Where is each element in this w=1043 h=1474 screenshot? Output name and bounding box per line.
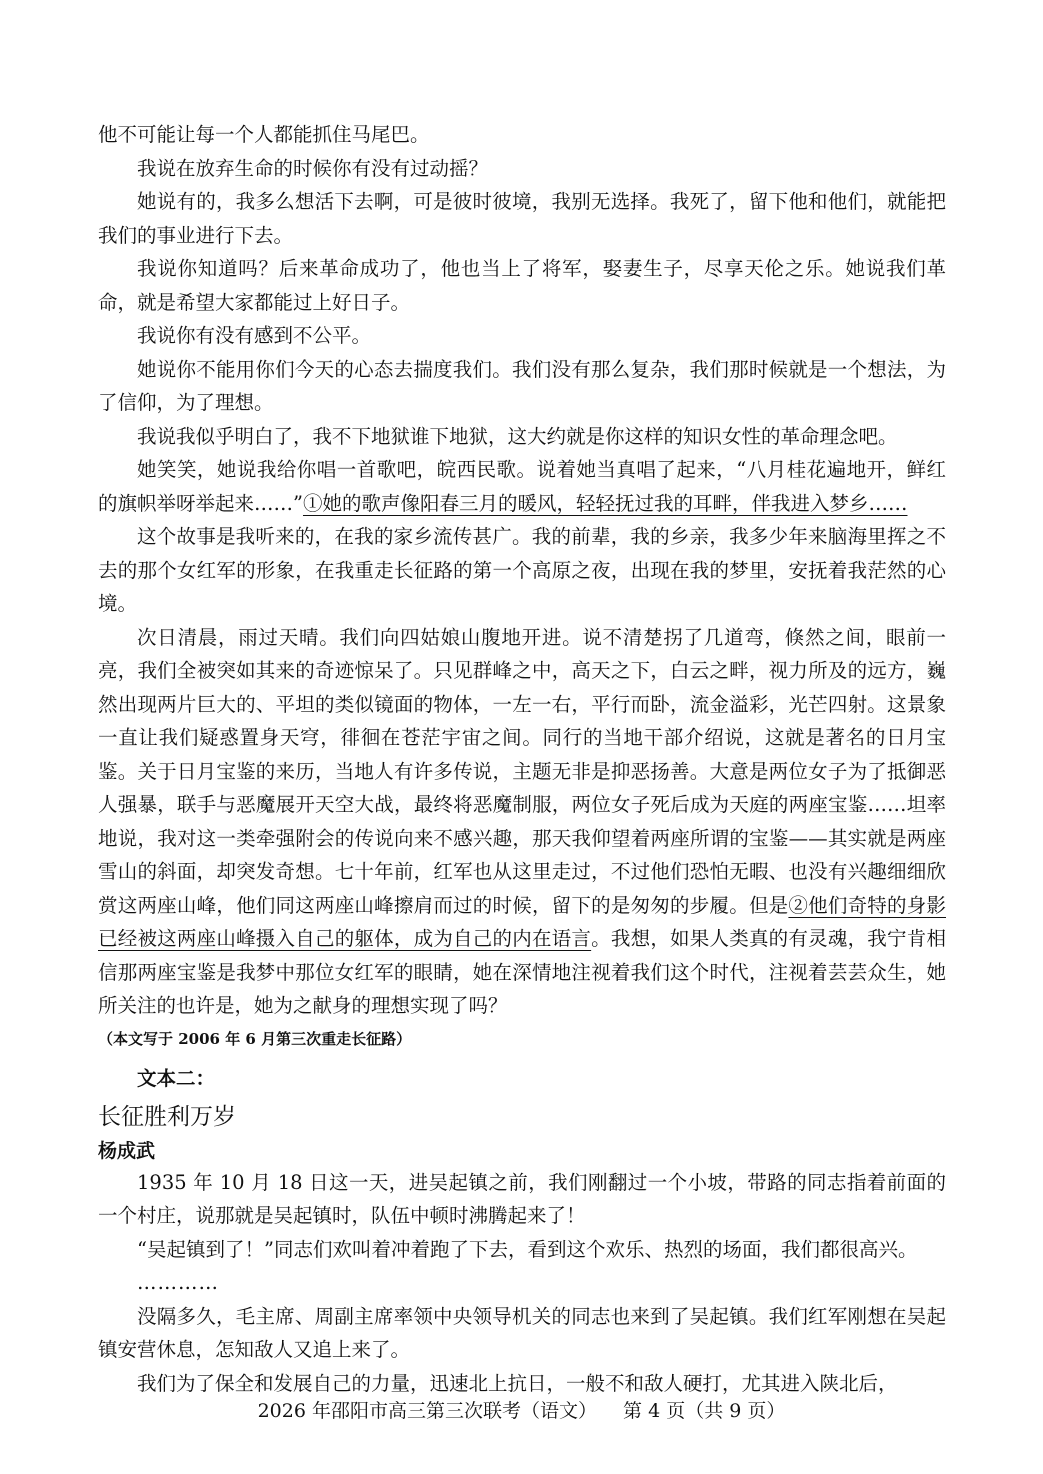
writing-note: （本文写于 2006 年 6 月第三次重走长征路） (98, 1029, 412, 1048)
section-label: 文本二： (137, 1067, 216, 1090)
document-body (98, 118, 946, 1400)
paragraph: 这个故事是我听来的，在我的家乡流传甚广。我的前辈，我的乡亲，我多少年来脑海里挥之不去的那个女红军的形象，在我重走长征路的第一个高原之夜，出现在我的梦里，安抚着我茫然的心境。 (98, 525, 946, 615)
paragraph: 他不可能让每一个人都能抓住马尾巴。 (98, 123, 430, 146)
paragraph: 我说我似乎明白了，我不下地狱谁下地狱，这大约就是你这样的知识女性的革命理念吧。 (137, 424, 898, 448)
article-title: 长征胜利万岁 (98, 1103, 236, 1130)
paragraph: 我说在放弃生命的时候你有没有过动摇？ (137, 156, 489, 180)
paragraph: 1935 年 10 月 18 日这一天，进吴起镇之前，我们刚翻过一个小坡，带路的同志指着前面的一个村庄，说那就是吴起镇时，队伍中顿时沸腾起来了！ (98, 1170, 946, 1227)
article-author: 杨成武 (98, 1139, 156, 1162)
paragraph: 她说你不能用你们今天的心态去揣度我们。我们没有那么复杂，我们那时候就是一个想法，为了信仰，为了理想。 (98, 357, 946, 414)
paragraph: 我说你有没有感到不公平。 (137, 324, 372, 347)
paragraph: 没隔多久，毛主席、周副主席率领中央领导机关的同志也来到了吴起镇。我们红军刚想在吴起镇安营休息，怎知敌人又追上来了。 (98, 1304, 946, 1361)
underlined-sentence-1: ①她的歌声像阳春三月的暖风，轻轻抚过我的耳畔，伴我进入梦乡…… (302, 491, 908, 515)
paragraph: 她说有的，我多么想活下去啊，可是彼时彼境，我别无选择。我死了，留下他和他们，就能把我们的事业进行下去。 (98, 190, 946, 247)
paragraph-text: 次日清晨，雨过天晴。我们向四姑娘山腹地开进。说不清楚拐了几道弯，倏然之间，眼前一亮，我们全被突如其来的奇迹惊呆了。只见群峰之中，高天之下，白云之畔，视力所及的远方，巍然出现两片巨大的、平坦的类似镜面的物体，一左一右，平行而卧，流金溢彩，光芒四射。这景象一直让我们疑惑置身天穹，徘徊在苍茫宇宙之间。同行的当地干部介绍说，这就是著名的日月宝鉴。关于日月宝鉴的来历，当地人有许多传说，主题无非是抑恶扬善。大意是两位女子为了抵御恶人强暴，联手与恶魔展开天空大战，最终将恶魔制服，两位女子死后成为天庭的两座宝鉴……坦率地说，我对这一类牵强附会的传说向来不感兴趣，那天我仰望着两座所谓的宝鉴——其实就是两座雪山的斜面，却突发奇想。七十年前，红军也从这里走过，不过他们恐怕无暇、也没有兴趣细细欣赏这两座山峰，他们同这两座山峰擦肩而过的时候，留下的是匆匆的步履。但是 (98, 625, 946, 917)
page-footer (0, 1398, 1043, 1424)
underlined-sentence-2: ②他们奇特的身影已经被这两座山峰摄入自己的躯体，成为自己的内在语言 (98, 893, 946, 950)
paragraph (98, 453, 946, 520)
paragraph: 我说你知道吗？后来革命成功了，他也当上了将军，娶妻生子，尽享天伦之乐。她说我们革命，就是希望大家都能过上好日子。 (98, 257, 946, 314)
paragraph: 我们为了保全和发展自己的力量，迅速北上抗日，一般不和敌人硬打，尤其进入陕北后， (137, 1371, 898, 1395)
exam-title: 2026 年邵阳市高三第三次联考（语文） (257, 1400, 597, 1422)
page-number: 第 4 页（共 9 页） (623, 1400, 786, 1422)
paragraph (98, 621, 946, 1023)
paragraph: “吴起镇到了！”同志们欢叫着冲着跑了下去，看到这个欢乐、热烈的场面，我们都很高兴。 (137, 1237, 918, 1261)
paragraph-text: 她笑笑，她说我给你唱一首歌吧，皖西民歌。说着她当真唱了起来，“八月桂花遍地开，鲜红的旗帜举呀举起来……” (98, 458, 946, 515)
paragraph-text: 。我想，如果人类真的有灵魂，我宁肯相信那两座宝鉴是我梦中那位女红军的眼睛，她在深情地注视着我们这个时代，注视着芸芸众生，她所关注的也许是，她为之献身的理想实现了吗？ (98, 927, 946, 1017)
ellipsis: ………… (137, 1271, 219, 1294)
